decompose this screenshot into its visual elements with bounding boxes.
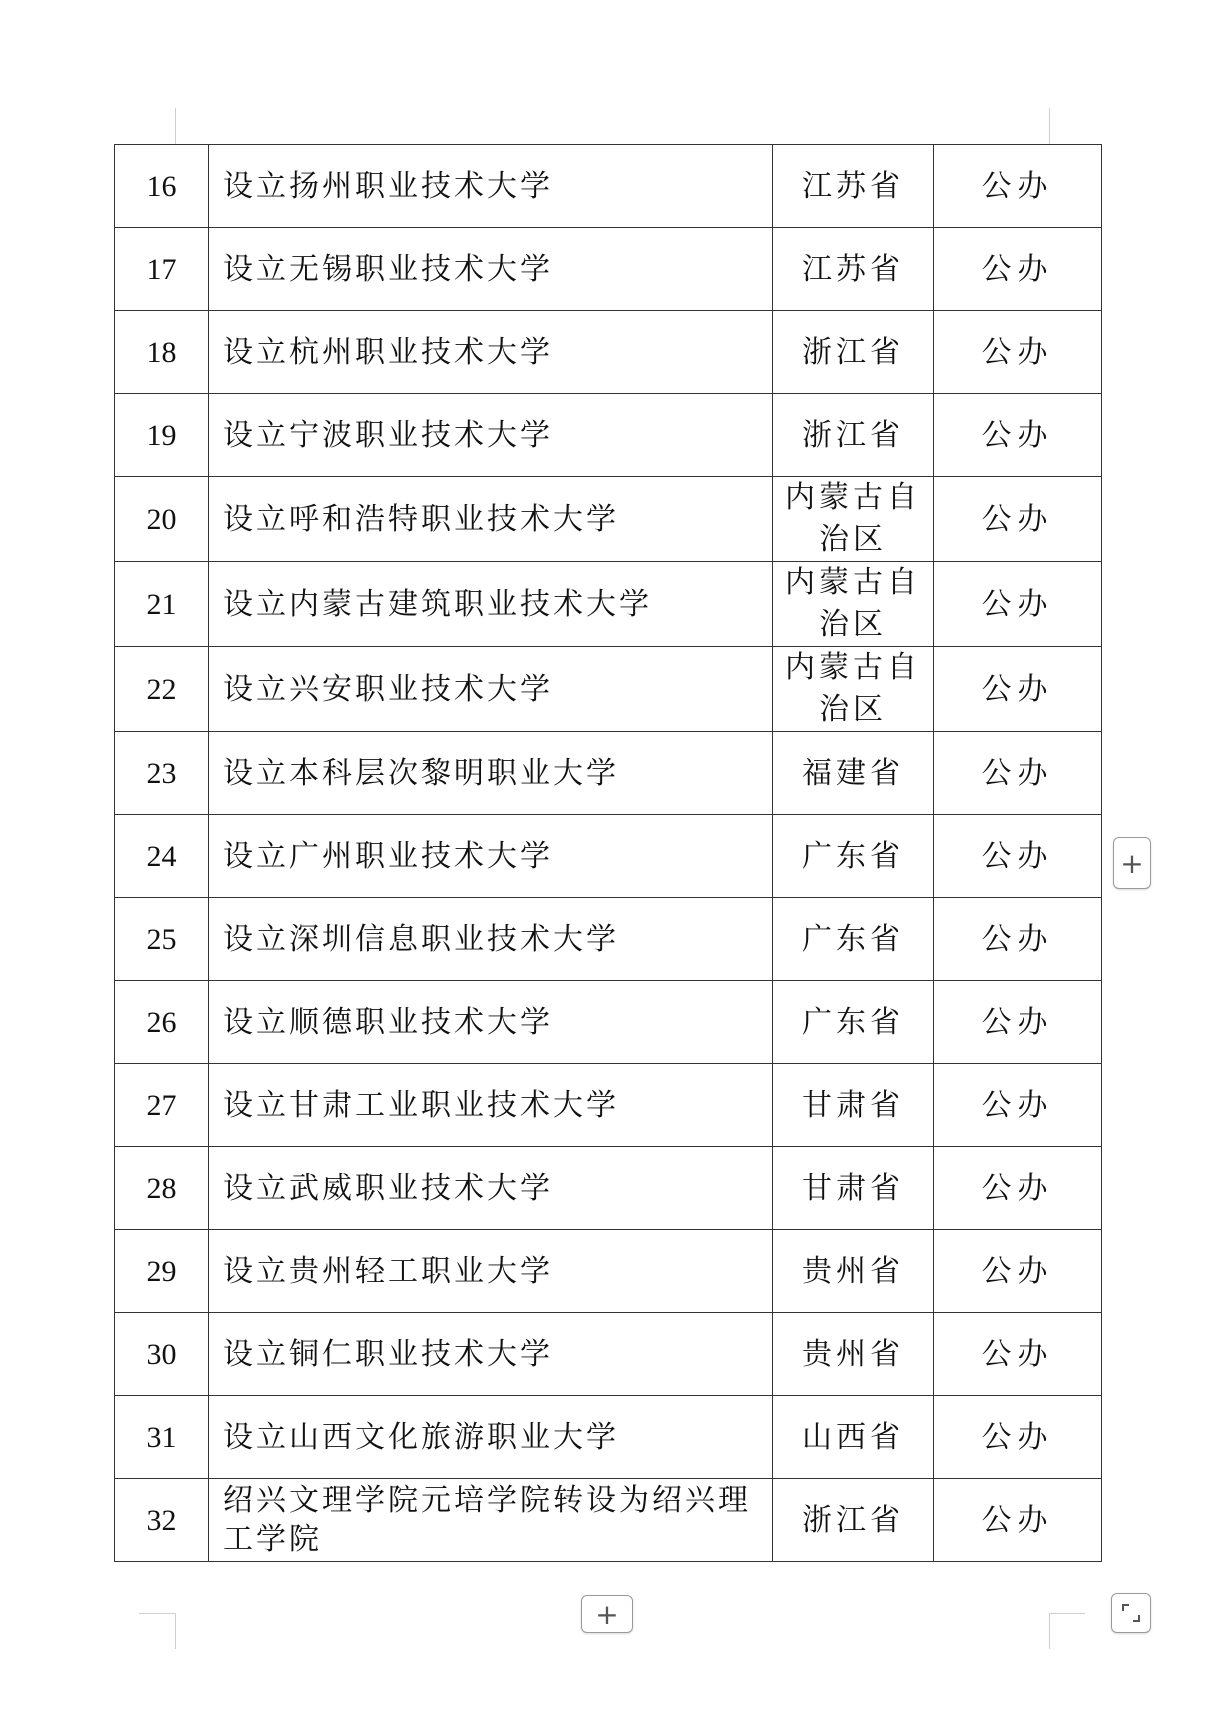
- row-number-cell[interactable]: 31: [115, 1396, 209, 1479]
- row-number-cell[interactable]: 24: [115, 815, 209, 898]
- ownership-type-cell[interactable]: 公办: [934, 1064, 1102, 1147]
- province-cell[interactable]: 贵州省: [773, 1230, 934, 1313]
- table-row: [115, 228, 1102, 311]
- crop-mark-top-right: [1049, 108, 1050, 144]
- ownership-type-cell[interactable]: 公办: [934, 1230, 1102, 1313]
- province-cell[interactable]: 福建省: [773, 732, 934, 815]
- table-row: [115, 1147, 1102, 1230]
- table-row: [115, 647, 1102, 732]
- item-name-cell[interactable]: 设立本科层次黎明职业大学: [209, 732, 773, 815]
- table-row: [115, 394, 1102, 477]
- row-number-cell[interactable]: 27: [115, 1064, 209, 1147]
- table-row: [115, 1313, 1102, 1396]
- ownership-type-cell[interactable]: 公办: [934, 1479, 1102, 1562]
- table-row: [115, 981, 1102, 1064]
- item-name-cell[interactable]: 设立扬州职业技术大学: [209, 145, 773, 228]
- item-name-cell[interactable]: 设立顺德职业技术大学: [209, 981, 773, 1064]
- row-number-cell[interactable]: 17: [115, 228, 209, 311]
- add-column-button[interactable]: [1113, 837, 1151, 889]
- resize-corner-icon: [1120, 1602, 1142, 1624]
- row-number-cell[interactable]: 28: [115, 1147, 209, 1230]
- item-name-cell[interactable]: 设立无锡职业技术大学: [209, 228, 773, 311]
- ownership-type-cell[interactable]: 公办: [934, 981, 1102, 1064]
- row-number-cell[interactable]: 19: [115, 394, 209, 477]
- university-approval-table: [114, 144, 1102, 1562]
- province-cell[interactable]: 广东省: [773, 981, 934, 1064]
- ownership-type-cell[interactable]: 公办: [934, 815, 1102, 898]
- ownership-type-cell[interactable]: 公办: [934, 228, 1102, 311]
- row-number-cell[interactable]: 18: [115, 311, 209, 394]
- table-row: [115, 732, 1102, 815]
- ownership-type-cell[interactable]: 公办: [934, 311, 1102, 394]
- item-name-cell[interactable]: 设立呼和浩特职业技术大学: [209, 477, 773, 562]
- table-row: [115, 477, 1102, 562]
- item-name-cell[interactable]: 设立杭州职业技术大学: [209, 311, 773, 394]
- province-cell[interactable]: 江苏省: [773, 145, 934, 228]
- item-name-cell[interactable]: 绍兴文理学院元培学院转设为绍兴理工学院: [209, 1479, 773, 1562]
- row-number-cell[interactable]: 29: [115, 1230, 209, 1313]
- province-cell[interactable]: 浙江省: [773, 394, 934, 477]
- ownership-type-cell[interactable]: 公办: [934, 394, 1102, 477]
- row-number-cell[interactable]: 30: [115, 1313, 209, 1396]
- crop-mark-top-left: [175, 108, 176, 144]
- crop-mark-bottom-right-h: [1049, 1613, 1085, 1614]
- province-cell[interactable]: 广东省: [773, 898, 934, 981]
- item-name-cell[interactable]: 设立广州职业技术大学: [209, 815, 773, 898]
- table-row: [115, 898, 1102, 981]
- item-name-cell[interactable]: 设立深圳信息职业技术大学: [209, 898, 773, 981]
- province-cell[interactable]: 江苏省: [773, 228, 934, 311]
- province-cell[interactable]: 内蒙古自治区: [773, 562, 934, 647]
- row-number-cell[interactable]: 25: [115, 898, 209, 981]
- table-row: [115, 815, 1102, 898]
- row-number-cell[interactable]: 23: [115, 732, 209, 815]
- province-cell[interactable]: 甘肃省: [773, 1064, 934, 1147]
- row-number-cell[interactable]: 26: [115, 981, 209, 1064]
- table-row: [115, 1479, 1102, 1562]
- ownership-type-cell[interactable]: 公办: [934, 1313, 1102, 1396]
- row-number-cell[interactable]: 22: [115, 647, 209, 732]
- item-name-cell[interactable]: 设立武威职业技术大学: [209, 1147, 773, 1230]
- item-name-cell[interactable]: 设立贵州轻工职业大学: [209, 1230, 773, 1313]
- table-row: [115, 1064, 1102, 1147]
- item-name-cell[interactable]: 设立甘肃工业职业技术大学: [209, 1064, 773, 1147]
- row-number-cell[interactable]: 21: [115, 562, 209, 647]
- ownership-type-cell[interactable]: 公办: [934, 562, 1102, 647]
- row-number-cell[interactable]: 20: [115, 477, 209, 562]
- crop-mark-bottom-right-v: [1049, 1613, 1050, 1649]
- province-cell[interactable]: 浙江省: [773, 311, 934, 394]
- ownership-type-cell[interactable]: 公办: [934, 732, 1102, 815]
- ownership-type-cell[interactable]: 公办: [934, 477, 1102, 562]
- table-resize-button[interactable]: [1111, 1593, 1151, 1633]
- item-name-cell[interactable]: 设立宁波职业技术大学: [209, 394, 773, 477]
- table-row: [115, 145, 1102, 228]
- item-name-cell[interactable]: 设立山西文化旅游职业大学: [209, 1396, 773, 1479]
- table-row: [115, 1396, 1102, 1479]
- table-row: [115, 1230, 1102, 1313]
- ownership-type-cell[interactable]: 公办: [934, 1147, 1102, 1230]
- plus-icon: +: [1120, 846, 1144, 880]
- table-body: [115, 145, 1102, 1562]
- crop-mark-bottom-left-v: [175, 1613, 176, 1649]
- ownership-type-cell[interactable]: 公办: [934, 898, 1102, 981]
- item-name-cell[interactable]: 设立内蒙古建筑职业技术大学: [209, 562, 773, 647]
- table-row: [115, 562, 1102, 647]
- item-name-cell[interactable]: 设立铜仁职业技术大学: [209, 1313, 773, 1396]
- ownership-type-cell[interactable]: 公办: [934, 1396, 1102, 1479]
- province-cell[interactable]: 贵州省: [773, 1313, 934, 1396]
- crop-mark-bottom-left-h: [139, 1613, 175, 1614]
- ownership-type-cell[interactable]: 公办: [934, 647, 1102, 732]
- province-cell[interactable]: 浙江省: [773, 1479, 934, 1562]
- province-cell[interactable]: 甘肃省: [773, 1147, 934, 1230]
- row-number-cell[interactable]: 32: [115, 1479, 209, 1562]
- province-cell[interactable]: 广东省: [773, 815, 934, 898]
- table-row: [115, 311, 1102, 394]
- item-name-cell[interactable]: 设立兴安职业技术大学: [209, 647, 773, 732]
- row-number-cell[interactable]: 16: [115, 145, 209, 228]
- ownership-type-cell[interactable]: 公办: [934, 145, 1102, 228]
- plus-icon: +: [595, 1597, 619, 1631]
- province-cell[interactable]: 内蒙古自治区: [773, 477, 934, 562]
- province-cell[interactable]: 山西省: [773, 1396, 934, 1479]
- add-row-button[interactable]: [581, 1595, 633, 1633]
- province-cell[interactable]: 内蒙古自治区: [773, 647, 934, 732]
